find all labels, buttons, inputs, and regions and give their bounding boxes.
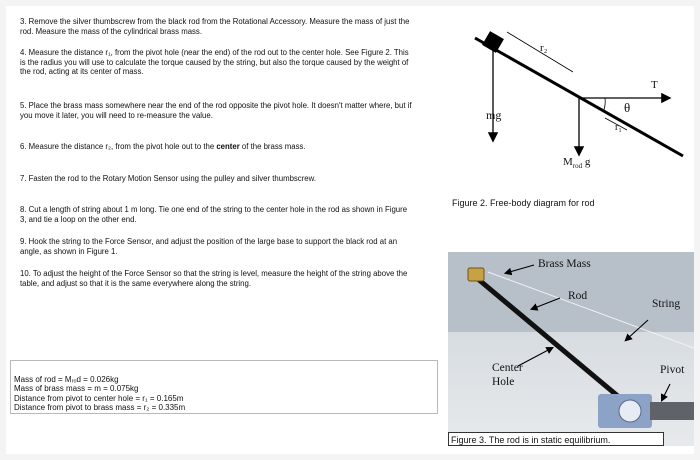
label-mg: mg — [486, 108, 502, 122]
label-hole: Hole — [492, 376, 515, 388]
figure-2-caption: Figure 2. Free-body diagram for rod — [452, 198, 595, 208]
sensor-pulley — [619, 400, 641, 422]
label-r1: r₁ — [615, 122, 622, 133]
label-rod: Rod — [568, 290, 588, 302]
label-mrod-sub: rod — [572, 162, 583, 171]
step-6-text: 6. Measure the distance r₂, from the pivot hole out to the — [20, 142, 217, 151]
pivot-arrow — [662, 384, 670, 400]
center-hole-arrow — [518, 348, 552, 366]
label-string: String — [652, 298, 681, 310]
step-3: 3. Remove the silver thumbscrew from the black rod from the Rotational Accessory. Measure the mass of just the rod. Measure the mass of the cylindrical brass mass. — [20, 17, 410, 36]
step-9: 9. Hook the string to the Force Sensor, and adjust the position of the large base to support the black rod at an angle, as shown in Figure 1. — [20, 237, 398, 256]
brass-mass-line: Mass of brass mass = m = 0.075kg — [14, 384, 139, 394]
equilibrium-photo — [448, 252, 694, 446]
step-6-bold: center — [216, 142, 240, 151]
step-8: 8. Cut a length of string about 1 m long. Tie one end of the string to the center hole in the rod as shown in Figure 3, and tie a loop on the other end. — [20, 205, 408, 224]
step-4: 4. Measure the distance r₁, from the pivot hole (near the end) of the rod out to the center hole. See Figure 2. This is the radius you will use to calculate the torque caused by the string, but also the torque caused by the weight of the rod, acting at its center of mass. — [20, 48, 409, 77]
label-mrod-gterm: g — [582, 156, 591, 168]
r1-line: Distance from pivot to center hole = r₁ = 0.165m — [14, 393, 184, 403]
measurement-data-box — [10, 360, 438, 414]
label-mrod-g — [563, 156, 590, 170]
label-T: T — [651, 79, 658, 91]
label-theta: θ — [624, 100, 631, 115]
photo-drawing — [448, 252, 694, 446]
figure-3-caption: Figure 3. The rod is in static equilibrium. — [448, 432, 664, 446]
step-6 — [20, 142, 415, 152]
photo-brass-mass — [468, 268, 484, 281]
label-brass-mass: Brass Mass — [538, 258, 591, 270]
label-center: Center — [492, 362, 523, 374]
r2-line: Distance from pivot to brass mass = r₂ = 0.335m — [14, 403, 186, 413]
label-mrod-m: M — [563, 156, 573, 168]
step-5: 5. Place the brass mass somewhere near the end of the rod opposite the pivot hole. It doesn't matter where, but if you move it later, you will need to re-measure the value. — [20, 101, 412, 120]
step-6-text-end: of the brass mass. — [239, 142, 306, 151]
step-7: 7. Fasten the rod to the Rotary Motion Sensor using the pulley and silver thumbscrew. — [20, 174, 317, 183]
sensor-clamp — [650, 402, 694, 420]
label-pivot: Pivot — [660, 364, 685, 376]
label-r2: r₂ — [540, 42, 548, 54]
rod-mass-line: Mass of rod = Mᵣₒd = 0.026kg — [14, 375, 119, 384]
step-10: 10. To adjust the height of the Force Sensor so that the string is level, measure the height of the string above the table, and adjust so that it is the same everywhere along the string. — [20, 269, 408, 288]
